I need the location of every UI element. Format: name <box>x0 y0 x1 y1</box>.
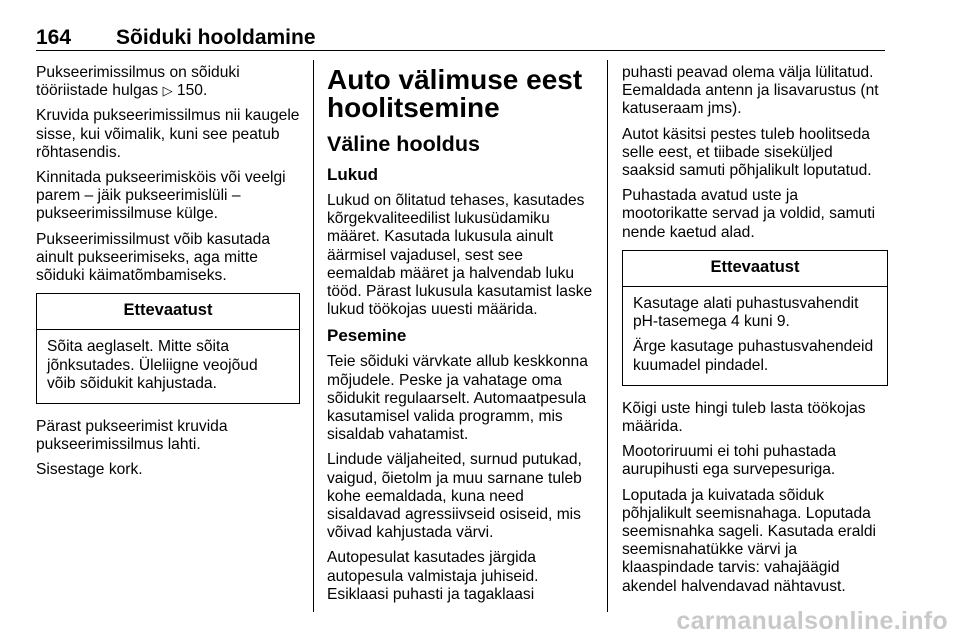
caution-box <box>622 250 888 386</box>
paragraph: Kinnitada pukseerimisköis või veelgi parem – jäik pukseerimislüli – pukseerimissilmuse külge. <box>36 169 286 223</box>
paragraph: Puhastada avatud uste ja mootorikatte servad ja voldid, samuti nende kaetud alad. <box>622 187 876 241</box>
column-1 <box>36 64 300 487</box>
arrow-reference-icon: ▷ <box>162 83 173 99</box>
topic-heading-washing: Pesemine <box>327 326 407 346</box>
header-rule <box>36 50 885 51</box>
page-reference-link[interactable]: 150. <box>176 82 208 100</box>
caution-text: Kasutage alati puhastusvahendit pH-tasemega 4 kuni 9. <box>633 295 859 331</box>
page-number: 164 <box>36 26 72 49</box>
caution-text: Ärge kasutage puhastusvahendeid kuumadel pindadel. <box>633 338 874 374</box>
paragraph: Mootoriruumi ei tohi puhastada aurupihusti ega survepesuriga. <box>622 443 837 479</box>
paragraph: Pärast pukseerimist kruvida pukseerimissilmus lahti. <box>36 418 228 454</box>
paragraph: Loputada ja kuivatada sõiduk põhjalikult seemisnahaga. Loputada seemisnahka sageli. Kasutada eraldi seemisnahatükke värvi ja klaaspindade tarvis: vahajäägid akendel halvendavad nähtavust. <box>622 486 876 595</box>
watermark: carmanualsonline.info <box>676 607 948 635</box>
paragraph: Kruvida pukseerimissilmus nii kaugele sisse, kui võimalik, kuni see peatub rõhtasendis. <box>36 107 300 161</box>
paragraph: puhasti peavad olema välja lülitatud. Eemaldada antenn ja lisavarustus (nt katuseraam jms). <box>622 64 879 118</box>
paragraph: Pukseerimissilmust võib kasutada ainult pukseerimiseks, aga mitte sõiduki käimatõmbamiseks. <box>36 230 270 285</box>
caution-title: Ettevaatust <box>37 294 299 330</box>
paragraph: Sisestage kork. <box>36 461 143 479</box>
paragraph: Lukud on õlitatud tehases, kasutades kõrgekvaliteedilist lukusüdamiku määret. Kasutada lukusula ainult äärmisel vajadusel, sest see eemaldab määret ja halvendab luku tööd. Pärast lukusula kasutamist laske lukud töökojas uuesti määrida. <box>327 192 593 319</box>
paragraph: Pukseerimissilmus on sõiduki tööriistade hulgas ▷ 150. <box>36 64 240 100</box>
paragraph: Kõigi uste hingi tuleb lasta töökojas määrida. <box>622 399 866 436</box>
subsection-heading: Väline hooldus <box>327 132 480 156</box>
paragraph: Lindude väljaheited, surnud putukad, vaigud, õietolm ja muu sarnane tuleb kohe eemaldada, kuna need sisaldavad agressiivseid osiseid, mis võivad kahjustada värvi. <box>327 451 582 542</box>
paragraph: Teie sõiduki värvkate allub keskkonna mõjudele. Peske ja vahatage oma sõidukit regulaarselt. Automaatpesula kasutamisel valida programm, mis sisaldab vahatamist. <box>327 353 588 444</box>
page-title: Sõiduki hooldamine <box>116 26 316 49</box>
column-3 <box>622 64 888 603</box>
section-heading: Auto välimuse eest hoolitsemine <box>327 64 583 123</box>
caution-text: Sõita aeglaselt. Mitte sõita jõnksutades. Üleliigne veojõud võib sõidukit kahjustada. <box>47 338 258 392</box>
caution-box <box>36 293 300 404</box>
caution-title: Ettevaatust <box>623 251 887 287</box>
paragraph: Autot käsitsi pestes tuleb hoolitseda selle eest, et tiibade siseküljed saaksid samuti põhjalikult loputatud. <box>622 125 872 180</box>
column-2 <box>327 64 593 611</box>
topic-heading-locks: Lukud <box>327 165 378 184</box>
paragraph: Autopesulat kasutades järgida autopesula valmistaja juhiseid. Esiklaasi puhasti ja tagaklaasi <box>327 549 539 603</box>
column-divider-2 <box>607 60 608 612</box>
column-divider-1 <box>313 60 314 612</box>
